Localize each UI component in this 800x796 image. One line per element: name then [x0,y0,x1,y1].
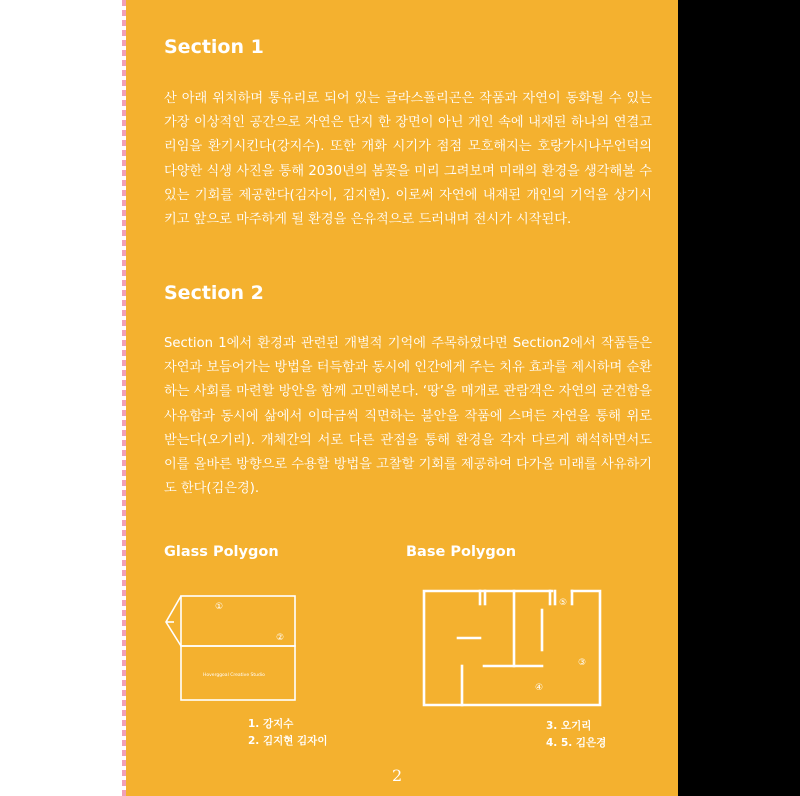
studio-label: Hoverggoal Creative Studio [203,673,265,678]
glass-polygon-heading: Glass Polygon [164,544,279,560]
marker-3-label: ③ [578,658,587,668]
credit-line: 1. 강지수 [248,718,294,730]
marker-2-label: ② [276,633,285,643]
credit-line: 2. 김지현 김자이 [248,735,328,747]
section1-paragraph: 산 아래 위치하며 통유리로 되어 있는 글라스폴리곤은 작품과 자연이 동화될 수 있는 가장 이상적인 공간으로 자연은 단지 한 장면이 아닌 개인 속에 내재된 하나의 연결고리임을 환기시킨다(강지수). 또한 개화 시기가 점점 모호해지는 호랑가시나무언덕의 다양한 식생 사진을 통해 2030년의 봄꽃을 미리 그려보며 미래의 환경을 생각해볼 수 있는 기회를 제공한다(김자이, 김지현). 이로써 자연에 내재된 개인의 기억을 상기시키고 앞으로 마주하게 될 환경을 은유적으로 드러내며 전시가 시작된다. [164,91,652,228]
marker-5-label: ⑤ [559,598,568,608]
credit-line: 3. 오기리 [546,720,592,732]
page-number: 2 [392,766,403,785]
document-page [126,0,678,796]
base-polygon-outer-wall [424,591,600,705]
section1-heading: Section 1 [164,36,264,58]
base-polygon-floorplan [422,590,602,706]
section2-heading: Section 2 [164,282,264,304]
left-margin-strip [0,0,122,796]
marker-1-label: ① [215,602,224,612]
glass-polygon-floorplan [166,596,296,702]
section2-paragraph: Section 1에서 환경과 관련된 개별적 기억에 주목하였다면 Section2에서 작품들은 자연과 보듬어가는 방법을 터득함과 동시에 인간에게 주는 치유 효과를 제시하며 순환하는 사회를 마련할 방안을 함께 고민해본다. ‘땅’을 매개로 관람객은 자연의 굳건함을 사유함과 동시에 삶에서 이따금씩 직면하는 불안을 작품에 스며든 자연을 통해 위로 받는다(오기리). 개체간의 서로 다른 관점을 통해 환경을 각자 다르게 해석하면서도 이를 올바른 방향으로 수용할 방법을 고찰할 기회를 제공하여 다가올 미래를 사유하기도 한다(김은경). [164,336,652,497]
marker-4-label: ④ [535,683,544,693]
glass-polygon-credits [248,716,327,750]
base-polygon-credits [546,718,606,752]
glass-polygon-angled-wall [166,596,181,646]
credit-line: 4. 5. 김은경 [546,737,607,749]
base-polygon-heading: Base Polygon [406,544,517,560]
